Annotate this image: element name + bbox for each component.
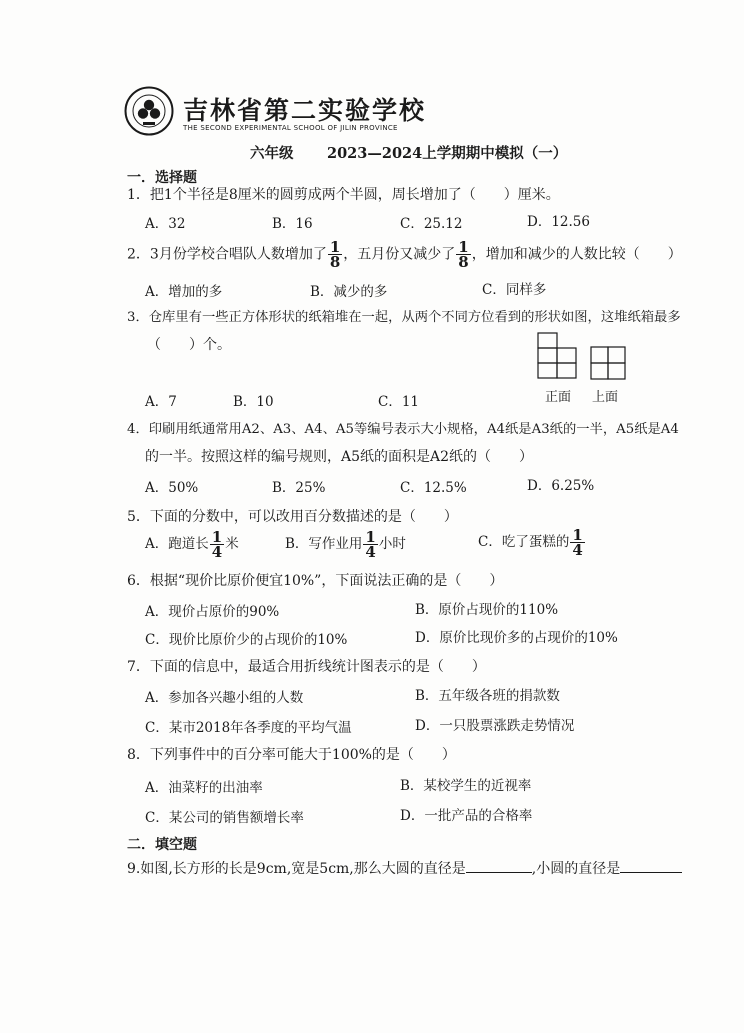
q7-option-b[interactable]: B．五年级各班的捐款数	[415, 688, 560, 704]
q9-text-part2: ,小圆的直径是	[531, 861, 621, 877]
q5-optB-fraction	[363, 530, 377, 559]
q5-optB-num: 1	[365, 528, 376, 546]
q5-optB-post: 小时	[378, 536, 406, 552]
q3-option-b[interactable]: B．10	[233, 394, 274, 410]
question-6: 6．根据“现价比原价便宜10%”，下面说法正确的是（ ）	[127, 573, 504, 589]
question-9	[127, 858, 682, 878]
section-title-fill: 二．填空题	[127, 837, 197, 853]
q5-optA-den: 4	[211, 543, 223, 561]
q8-option-c[interactable]: C．某公司的销售额增长率	[145, 810, 304, 826]
q2-fraction-1	[328, 240, 342, 269]
question-3-line2: （ ）个。	[147, 337, 231, 353]
q4-option-a[interactable]: A．50%	[145, 480, 199, 496]
q3-top-view-figure	[590, 346, 626, 380]
section-title-choice: 一．选择题	[127, 170, 197, 186]
q2-text-part3: ，增加和减少的人数比较（ ）	[471, 246, 682, 263]
q3-top-label: 上面	[592, 390, 619, 405]
q2-option-a[interactable]: A．增加的多	[145, 284, 223, 300]
question-3-line1: 3．仓库里有一些正方体形状的纸箱堆在一起，从两个不同方位看到的形状如图，这堆纸箱最多	[127, 310, 681, 325]
school-logo	[124, 86, 174, 136]
question-5: 5．下面的分数中，可以改用百分数描述的是（ ）	[127, 509, 458, 525]
q5-option-a[interactable]	[145, 530, 239, 559]
q2-frac1-num: 1	[329, 238, 341, 256]
q6-option-c[interactable]: C．现价比原价少的占现价的10%	[145, 632, 348, 648]
q5-optC-pre: C．吃了蛋糕的	[478, 534, 570, 550]
q9-blank-large-diameter[interactable]	[466, 860, 532, 873]
question-8: 8．下列事件中的百分率可能大于100%的是（ ）	[127, 747, 456, 763]
q5-optC-fraction	[570, 528, 584, 557]
school-name-cn: 吉林省第二实验学校	[183, 96, 427, 125]
q7-option-c[interactable]: C．某市2018年各季度的平均气温	[145, 720, 352, 736]
q6-option-a[interactable]: A．现价占原价的90%	[145, 604, 280, 620]
q5-optB-pre: B．写作业用	[285, 536, 363, 552]
q2-frac1-den: 8	[329, 253, 341, 271]
q8-option-b[interactable]: B．某校学生的近视率	[400, 778, 532, 794]
question-2	[127, 240, 682, 269]
q7-option-d[interactable]: D．一只股票涨跌走势情况	[415, 718, 575, 734]
school-emblem-icon	[124, 86, 174, 136]
q5-option-b[interactable]	[285, 530, 406, 559]
q1-option-d[interactable]: D．12.56	[527, 214, 590, 230]
q6-option-b[interactable]: B．原价占现价的110%	[415, 602, 559, 618]
q1-option-b[interactable]: B．16	[272, 216, 313, 232]
q2-frac2-num: 1	[458, 238, 469, 256]
q4-option-b[interactable]: B．25%	[272, 480, 326, 496]
q5-optC-num: 1	[572, 526, 583, 544]
q5-optA-fraction	[210, 530, 224, 559]
q4-option-d[interactable]: D．6.25%	[527, 478, 595, 494]
q5-optA-num: 1	[211, 528, 223, 546]
q2-fraction-2	[456, 240, 470, 269]
q3-option-a[interactable]: A．7	[145, 394, 177, 410]
question-1: 1．把1个半径是8厘米的圆剪成两个半圆，周长增加了（ ）厘米。	[127, 187, 560, 203]
q6-option-d[interactable]: D．原价比现价多的占现价的10%	[415, 630, 618, 646]
school-name-en: THE SECOND EXPERIMENTAL SCHOOL OF JILIN PROVINCE	[183, 124, 398, 132]
q1-option-c[interactable]: C．25.12	[400, 216, 463, 232]
grade-label: 六年级	[250, 145, 294, 162]
q3-front-label: 正面	[545, 390, 572, 405]
q5-optA-post: 米	[225, 536, 239, 552]
question-4-line1: 4．印刷用纸通常用A2、A3、A4、A5等编号表示大小规格，A4纸是A3纸的一半，A5纸是A4	[127, 422, 679, 437]
question-7: 7．下面的信息中，最适合用折线统计图表示的是（ ）	[127, 659, 486, 675]
q3-option-c[interactable]: C．11	[378, 394, 420, 410]
q2-option-b[interactable]: B．减少的多	[310, 284, 388, 300]
q5-optC-den: 4	[572, 541, 583, 559]
q5-optA-pre: A．跑道长	[145, 536, 209, 552]
top-view-grid-icon	[590, 346, 626, 380]
q9-blank-small-diameter[interactable]	[620, 860, 682, 873]
q2-frac2-den: 8	[458, 253, 469, 271]
q9-text-part1: 9.如图,长方形的长是9cm,宽是5cm,那么大圆的直径是	[127, 861, 466, 877]
q8-option-d[interactable]: D．一批产品的合格率	[400, 808, 533, 824]
front-view-grid-icon	[537, 332, 577, 380]
q5-optB-den: 4	[365, 543, 376, 561]
q5-option-c[interactable]	[478, 528, 586, 557]
q2-text-part1: 2．3月份学校合唱队人数增加了	[127, 246, 327, 263]
q1-option-a[interactable]: A．32	[145, 216, 186, 232]
q8-option-a[interactable]: A．油菜籽的出油率	[145, 780, 263, 796]
q7-option-a[interactable]: A．参加各兴趣小组的人数	[145, 690, 304, 706]
question-4-line2: 的一半。按照这样的编号规则，A5纸的面积是A2纸的（ ）	[145, 449, 534, 465]
q4-option-c[interactable]: C．12.5%	[400, 480, 467, 496]
q3-front-view-figure	[537, 332, 577, 380]
q2-option-c[interactable]: C．同样多	[482, 282, 547, 298]
exam-title: 2023—2024上学期期中模拟（一）	[327, 145, 568, 162]
q2-text-part2: ，五月份又减少了	[343, 246, 456, 263]
